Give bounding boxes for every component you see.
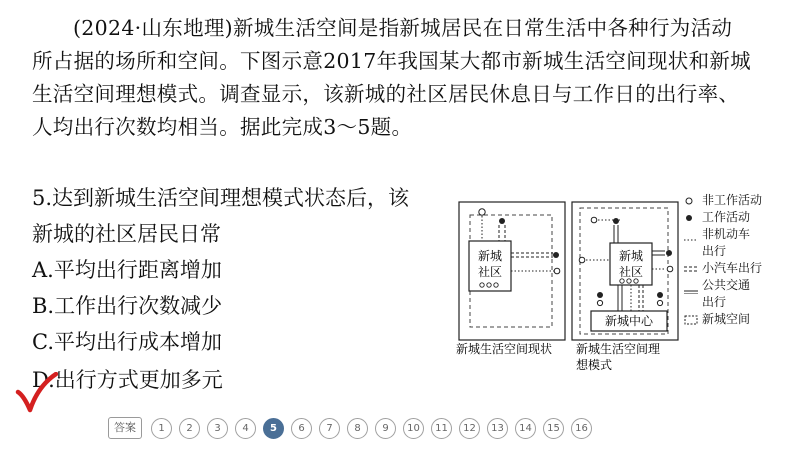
question-5	[32, 180, 432, 396]
ideal-center-label: 新城中心	[604, 314, 654, 328]
nav-page-3[interactable]: 3	[207, 418, 228, 439]
nav-page-14[interactable]: 14	[515, 418, 536, 439]
nav-page-4[interactable]: 4	[235, 418, 256, 439]
current-community-label-2: 社区	[477, 265, 503, 279]
legend-item-non-motor: 非机动车	[684, 226, 796, 243]
dashed-box-icon	[684, 311, 698, 328]
answer-button[interactable]: 答案	[108, 417, 142, 439]
current-community-label-1: 新城	[477, 249, 503, 263]
passage	[32, 12, 772, 144]
passage-line-1: (2024·山东地理)新城生活空间是指新城居民在日常生活中各种行为活动	[73, 16, 733, 40]
legend-item-new-city-space: 新城空间	[684, 311, 796, 328]
nav-page-6[interactable]: 6	[291, 418, 312, 439]
answer-check-mark-icon	[14, 372, 58, 414]
current-status-caption: 新城生活空间现状	[456, 342, 553, 356]
ideal-community-label-2: 社区	[618, 265, 644, 279]
dashed-double-line-icon	[684, 260, 698, 277]
legend-item-non-motor-cont: 出行	[702, 244, 727, 258]
nav-page-12[interactable]: 12	[459, 418, 480, 439]
question-stem-line-2: 新城的社区居民日常	[32, 222, 221, 246]
nav-page-11[interactable]: 11	[431, 418, 452, 439]
passage-line-3: 生活空间理想模式。调查显示，该新城的社区居民休息日与工作日的出行率、	[32, 82, 740, 106]
nav-page-13[interactable]: 13	[487, 418, 508, 439]
nav-page-9[interactable]: 9	[375, 418, 396, 439]
nav-page-16[interactable]: 16	[571, 418, 592, 439]
filled-circle-icon	[684, 209, 698, 226]
ideal-community-label-1: 新城	[618, 249, 644, 263]
option-a[interactable]: A.平均出行距离增加	[32, 258, 222, 282]
nav-page-7[interactable]: 7	[319, 418, 340, 439]
nav-page-10[interactable]: 10	[403, 418, 424, 439]
current-status-panel	[459, 202, 565, 340]
figure-legend	[684, 192, 796, 328]
dotted-line-icon	[684, 226, 698, 243]
option-d[interactable]: D.出行方式更加多元	[32, 368, 223, 392]
double-line-icon	[684, 277, 698, 294]
nav-page-15[interactable]: 15	[543, 418, 564, 439]
hollow-circle-icon	[684, 192, 698, 209]
passage-line-2: 所占据的场所和空间。下图示意2017年我国某大都市新城生活空间现状和新城	[32, 49, 751, 73]
question-navigation	[108, 416, 592, 440]
nav-page-5[interactable]: 5	[263, 418, 284, 439]
ideal-caption-line-1: 新城生活空间理	[576, 342, 661, 356]
nav-page-1[interactable]: 1	[151, 418, 172, 439]
legend-item-car: 小汽车出行	[684, 260, 796, 277]
nav-page-2[interactable]: 2	[179, 418, 200, 439]
option-c[interactable]: C.平均出行成本增加	[32, 330, 222, 354]
nav-page-8[interactable]: 8	[347, 418, 368, 439]
passage-line-4: 人均出行次数均相当。据此完成3～5题。	[32, 115, 413, 139]
option-b[interactable]: B.工作出行次数减少	[32, 294, 223, 318]
legend-item-work: 工作活动	[684, 209, 796, 226]
legend-item-public-transport: 公共交通	[684, 277, 796, 294]
legend-item-non-work: 非工作活动	[684, 192, 796, 209]
ideal-model-panel	[572, 202, 678, 340]
ideal-caption-line-2: 想模式	[576, 358, 613, 372]
legend-item-public-transport-cont: 出行	[702, 295, 727, 309]
question-stem-line-1: 5.达到新城生活空间理想模式状态后，该	[32, 186, 410, 210]
